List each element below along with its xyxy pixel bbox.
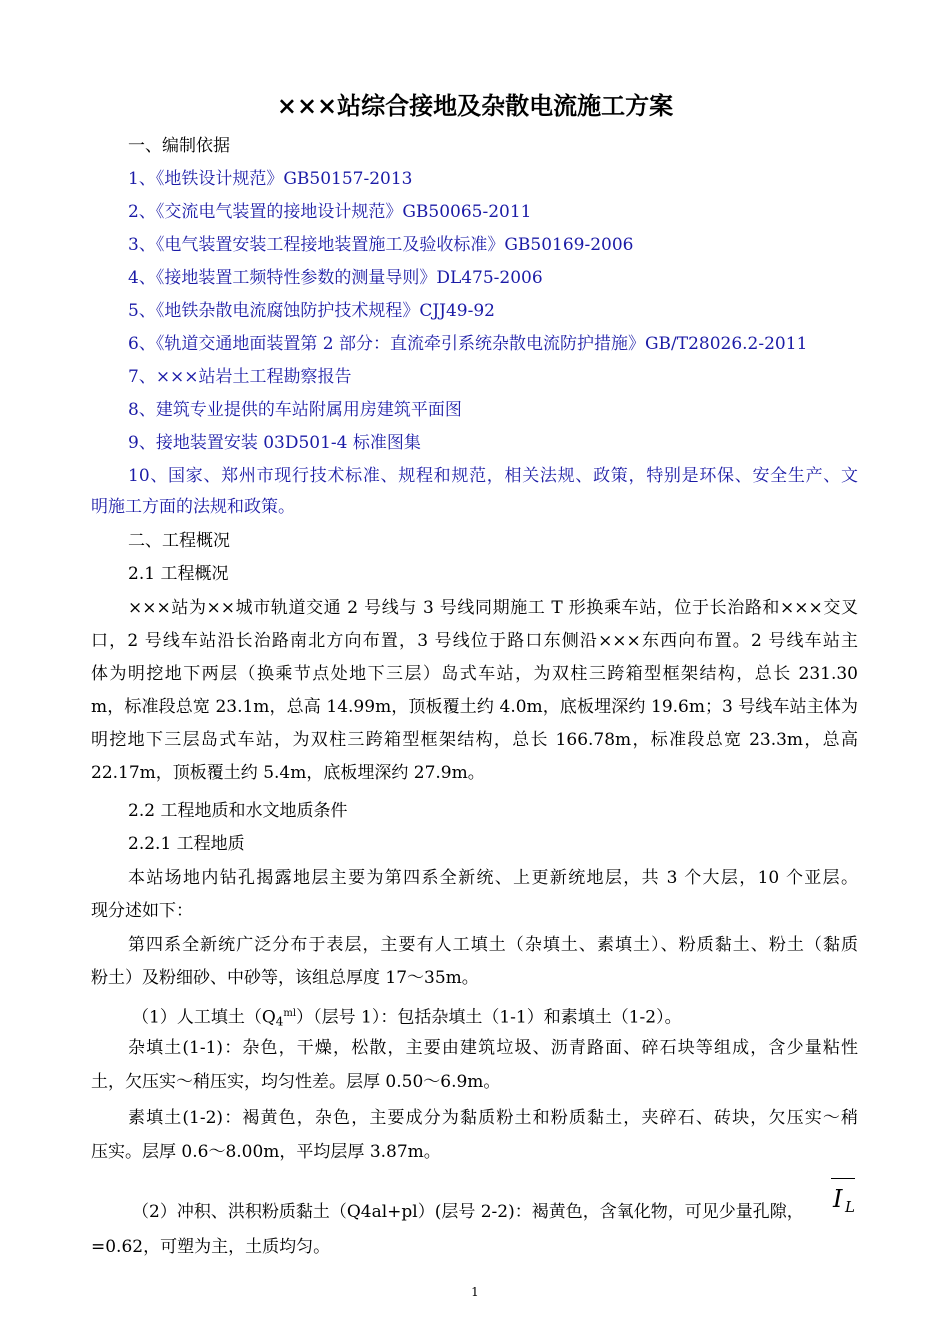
paragraph-line: 杂填土(1-1)：杂色，干燥，松散，主要由建筑垃圾、沥青路面、碎石块等组成，含少量粘性 [128,1038,858,1058]
paragraph-line: =0.62，可塑为主，土质均匀。 [91,1237,331,1257]
paragraph-line: 现分述如下： [91,901,193,921]
paragraph-line: 体为明挖地下两层（换乘节点处地下三层）岛式车站，为双柱三跨箱型框架结构，总长 231.30 [91,664,858,684]
reference-item: 6、《轨道交通地面装置第 2 部分：直流牵引系统杂散电流防护措施》GB/T28026.2-2011 [128,334,808,354]
subsection-heading: 2.2 工程地质和水文地质条件 [128,801,348,821]
reference-item: 3、《电气装置安装工程接地装置施工及验收标准》GB50169-2006 [128,235,634,255]
fill-layer-line: （1）人工填土$(Q4^{ml})$（层号 1）：包括杂填土（1-1）和素填土（1-2）。 [132,1007,682,1029]
page-number: 1 [471,1285,479,1299]
reference-item: 7、×××站岩土工程勘察报告 [128,367,352,387]
paragraph-line: 第四系全新统广泛分布于表层，主要有人工填土（杂填土、素填土）、粉质黏土、粉土（黏质 [128,935,858,955]
section-heading-basis: 一、编制依据 [128,136,230,156]
paragraph-line: 粉土）及粉细砂、中砂等，该组总厚度 17～35m。 [91,968,479,988]
reference-item: 明施工方面的法规和政策。 [91,497,295,517]
reference-item: 2、《交流电气装置的接地设计规范》GB50065-2011 [128,202,532,222]
reference-item: 8、建筑专业提供的车站附属用房建筑平面图 [128,400,462,420]
subsection-heading: 2.1 工程概况 [128,564,229,584]
paragraph-line: 22.17m，顶板覆土约 5.4m，底板埋深约 27.9m。 [91,763,485,783]
paragraph-line: 土，欠压实～稍压实，均匀性差。层厚 0.50～6.9m。 [91,1072,501,1092]
document-title: ×××站综合接地及杂散电流施工方案 [276,91,674,120]
paragraph-line: m，标准段总宽 23.1m，总高 14.99m，顶板覆土约 4.0m，底板埋深约 19.6m；3 号线车站主体为 [91,697,858,717]
paragraph-line: 本站场地内钻孔揭露地层主要为第四系全新统、上更新统地层，共 3 个大层，10 个亚层。 [128,868,858,888]
reference-item: 9、接地装置安装 03D501-4 标准图集 [128,433,421,453]
subsection-heading: 2.2.1 工程地质 [128,834,245,854]
section-heading-overview: 二、工程概况 [128,531,230,551]
paragraph-line: 素填土(1-2)：褐黄色，杂色，主要成分为黏质粉土和粉质黏土，夹碎石、砖块，欠压实～稍 [128,1108,858,1128]
reference-item: 4、《接地装置工频特性参数的测量导则》DL475-2006 [128,268,543,288]
paragraph-line: （2）冲积、洪积粉质黏土（Q4al+pl）(层号 2-2)：褐黄色，含氧化物，可见少量孔隙， [132,1202,804,1222]
reference-item: 1、《地铁设计规范》GB50157-2013 [128,169,413,189]
paragraph-line: 明挖地下三层岛式车站，为双柱三跨箱型框架结构，总长 166.78m，标准段总宽 23.3m，总高 [91,730,858,750]
reference-item: 10、国家、郑州市现行技术标准、规程和规范，相关法规、政策，特别是环保、安全生产、文 [128,466,858,486]
paragraph-line: ×××站为××城市轨道交通 2 号线与 3 号线同期施工 T 形换乘车站，位于长治路和×××交叉 [128,598,858,618]
paragraph-line: 压实。层厚 0.6～8.00m，平均层厚 3.87m。 [91,1142,441,1162]
paragraph-line: 口，2 号线车站沿长治路南北方向布置，3 号线位于路口东侧沿×××东西向布置。2 号线车站主 [91,631,858,651]
liquidity-index-symbol: I L [829,1178,857,1220]
reference-item: 5、《地铁杂散电流腐蚀防护技术规程》CJJ49-92 [128,301,495,321]
